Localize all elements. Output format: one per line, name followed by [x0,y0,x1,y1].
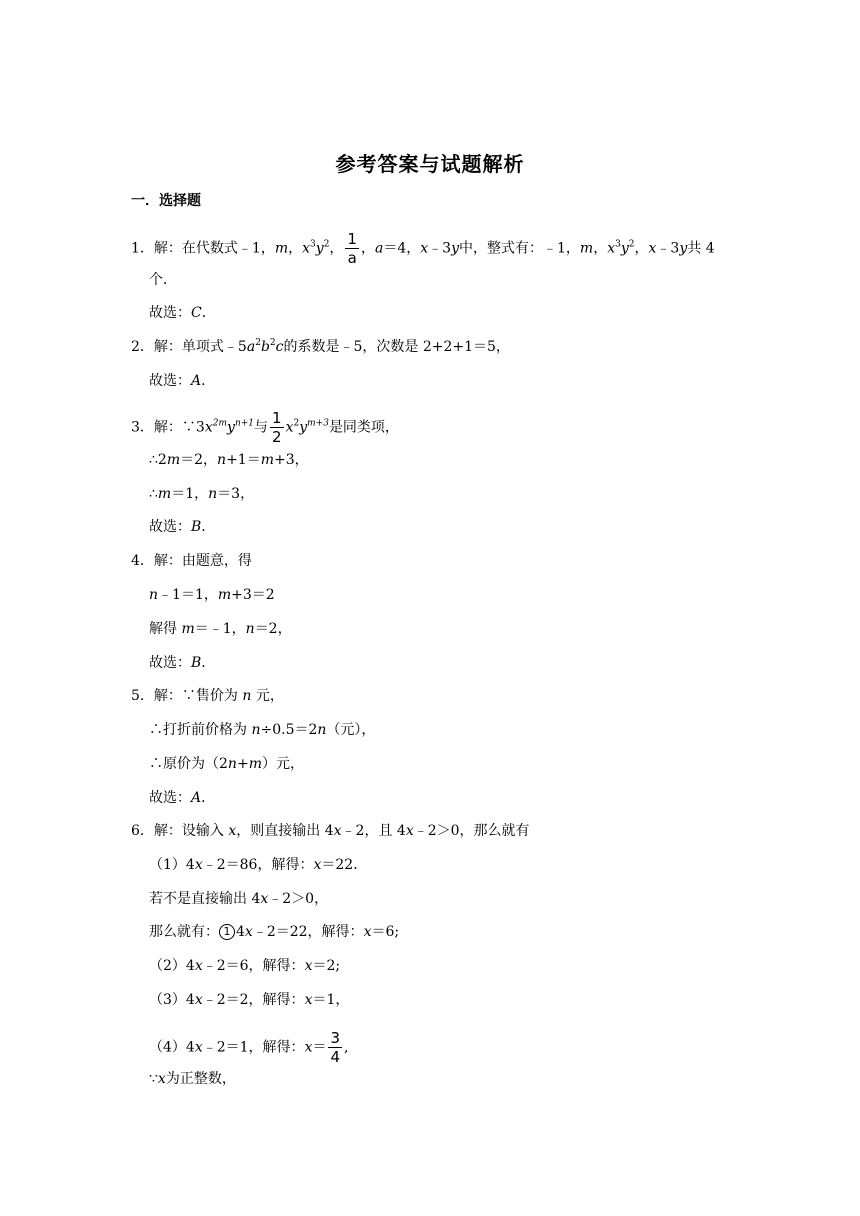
q6-line-1: 6．解：设输入 x，则直接输出 4x﹣2，且 4x﹣2＞0，那么就有 [131,823,530,839]
circled-number: 1 [219,924,235,940]
q5-answer: 故选：A． [149,790,216,806]
fraction-3-over-4: $\frac{3}{4}$ [330,1029,341,1066]
q6-line-8: ∵x为正整数， [149,1071,236,1087]
q3-answer: 故选：B． [149,519,216,535]
fraction-1-over-a: $\frac{1}{a}$ [347,230,357,267]
q6-line-7: （4）4x﹣2＝1，解得：x＝ $\frac{3}{4}$ , [149,1029,349,1066]
q6-line-3: 若不是直接输出 4x﹣2＞0， [149,891,329,907]
q5-line-2: ∴打折前价格为 n÷0.5＝2n（元）， [149,722,376,738]
q2-line-1: 2．解：单项式$﹣5a^2b^2c$的系数是﹣5，次数是 2+2+1＝5， [131,338,510,355]
fraction-1-over-2: $\frac{1}{2}$ [272,409,282,446]
q6-line-2: （1）4x﹣2＝86，解得：x＝22． [149,857,368,873]
section-heading: 一．选择题 [131,193,201,209]
q3-line-2: ∴2m＝2，n+1＝m+3， [149,452,309,468]
q6-line-6: （3）4x﹣2＝2，解得：x＝1， [149,992,350,1008]
q6-line-4: 那么就有： 1 4x﹣2＝22，解得：x＝6; [149,924,400,940]
q4-line-2: n﹣1＝1，m+3＝2 [149,587,275,603]
q6-line-5: （2）4x﹣2＝6，解得：x＝2; [149,958,341,974]
q3-line-1: 3．解：$\because 3x^{2m}y^{n+1}$与 $\frac{1}{2}$ $x^2y^{m+3}$是同类项， [131,409,399,446]
q4-line-1: 4．解：由题意，得 [131,553,252,569]
q5-line-3: ∴原价为（2n+m）元， [149,756,304,772]
q3-line-3: ∴m＝1，n＝3， [149,486,255,502]
q5-line-1: 5．解：∵售价为 n 元， [131,688,284,704]
q1-answer: 故选：C． [149,305,216,321]
q1-line-1: 1．解：在代数式﹣1，m，$x^3y^2$， $\frac{1}{a}$ ，a＝4，x﹣3y中，整式有：﹣1，m，$x^3y^2$，x﹣3y共 4 [131,230,715,267]
q4-line-3: 解得 m＝﹣1，n＝2， [149,621,292,637]
q1-line-2: 个． [149,272,177,288]
q4-answer: 故选：B． [149,655,216,671]
page-title: 参考答案与试题解析 [335,152,525,176]
q2-answer: 故选：A． [149,373,216,389]
